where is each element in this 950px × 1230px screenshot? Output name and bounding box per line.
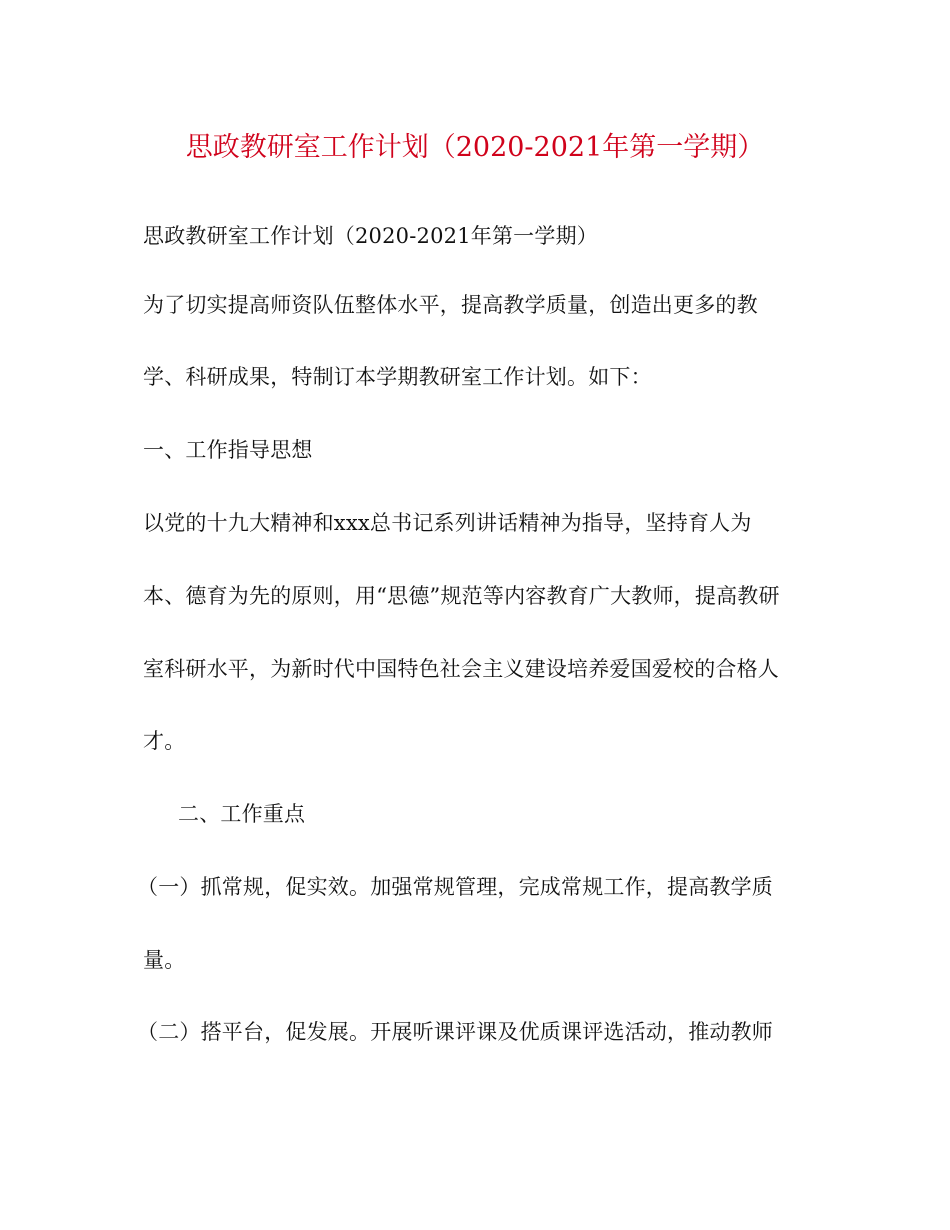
section-heading-1: 一、工作指导思想 [143,438,313,462]
paragraph-line-3: 室科研水平，为新时代中国特色社会主义建设培养爱国爱校的合格人 [143,657,779,681]
document-title: 思政教研室工作计划（2020-2021年第一学期） [185,132,765,163]
subtitle-line: 思政教研室工作计划（2020-2021年第一学期） [143,224,598,248]
paragraph-line-4: 才。 [143,729,186,753]
paragraph-line-2: 本、德育为先的原则，用“思德”规范等内容教育广大教师，提高教研 [143,584,780,608]
paragraph-line-1: 以党的十九大精神和xxx总书记系列讲话精神为指导，坚持育人为 [143,511,752,535]
list-item-1-line-1: （一）抓常规，促实效。加强常规管理，完成常规工作，提高教学质 [137,875,773,899]
list-item-1-line-2: 量。 [143,948,186,972]
section-heading-2: 二、工作重点 [178,802,306,826]
intro-line-2: 学、科研成果，特制订本学期教研室工作计划。如下： [143,365,652,389]
intro-line-1: 为了切实提高师资队伍整体水平，提高教学质量，创造出更多的教 [143,293,758,317]
list-item-2-line-1: （二）搭平台，促发展。开展听课评课及优质课评选活动，推动教师 [137,1020,773,1044]
